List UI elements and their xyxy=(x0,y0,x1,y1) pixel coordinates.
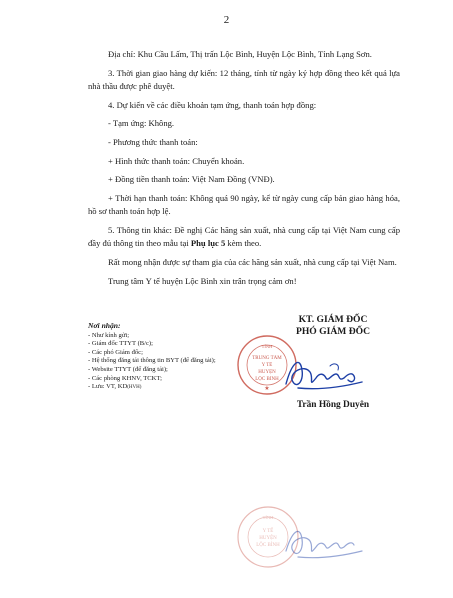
recipient-item: - Giám đốc TTYT (B/c); xyxy=(88,340,153,348)
delivery-paragraph: 3. Thời gian giao hàng dự kiến: 12 tháng, tính từ ngày ký hợp đồng theo kết quả lựa nhà thầu được phê duyệt. xyxy=(88,67,400,91)
svg-text:LỘC BÌNH: LỘC BÌNH xyxy=(255,377,279,382)
recipients-header: Nơi nhận: xyxy=(88,321,121,330)
page-number: 2 xyxy=(223,14,230,26)
svg-text:Y TẾ: Y TẾ xyxy=(261,363,273,368)
form-paragraph: + Hình thức thanh toán: Chuyển khoản. xyxy=(108,155,245,166)
svg-text:★: ★ xyxy=(264,386,270,392)
currency-paragraph: + Đồng tiền thanh toán: Việt Nam Đồng (VNĐ). xyxy=(108,174,275,185)
thanks-paragraph: Trung tâm Y tế huyện Lộc Bình xin trân trọng cảm ơn! xyxy=(108,275,297,286)
deadline-paragraph: + Thời hạn thanh toán: Không quá 90 ngày, kể từ ngày cung cấp bản giao hàng hóa, hồ sơ thanh toán hợp lệ. xyxy=(88,193,400,217)
handwritten-signature xyxy=(278,344,378,404)
svg-text:HUYỆN: HUYỆN xyxy=(258,370,276,375)
other-info-paragraph xyxy=(88,224,400,250)
signer-name: Trần Hồng Duyên xyxy=(296,400,370,410)
invitation-paragraph: Rất mong nhận được sự tham gia của các hãng sản xuất, nhà cung cấp tại Việt Nam. xyxy=(108,256,397,267)
recipient-item: - Hệ thống đăng tải thông tin BYT (để đăng tải); xyxy=(88,357,216,365)
signature-bleed-through xyxy=(278,515,378,575)
recipient-item: - Các phó Giám đốc; xyxy=(88,348,143,356)
signature-title-line2: PHÓ GIÁM ĐỐC xyxy=(295,326,371,337)
document-body xyxy=(88,48,400,293)
other-info-suffix: kèm theo. xyxy=(225,238,262,249)
svg-text:LỘC BÌNH: LỘC BÌNH xyxy=(256,543,280,548)
appendix-reference: Phụ lục 5 xyxy=(190,238,226,249)
svg-text:TỈNH: TỈNH xyxy=(262,515,274,520)
recipient-item: - Các phòng KHNV, TCKT; xyxy=(88,374,162,382)
recipient-item: - Website TTYT (để đăng tải); xyxy=(88,365,168,373)
svg-text:HUYỆN: HUYỆN xyxy=(259,536,277,541)
advance-paragraph: - Tạm ứng: Không. xyxy=(108,118,175,129)
svg-text:TRUNG TÂM: TRUNG TÂM xyxy=(252,356,282,361)
other-info-text: 5. Thông tin khác: Đề nghị Các hãng sản xuất, nhà cung cấp tại Việt Nam cung cấp đầy đủ thông tin theo mẫu tại xyxy=(88,225,400,249)
method-paragraph: - Phương thức thanh toán: xyxy=(108,137,198,148)
recipient-item: - Như kính gửi; xyxy=(88,331,130,339)
address-paragraph: Địa chỉ: Khu Cầu Lấm, Thị trấn Lộc Bình, Huyện Lộc Bình, Tỉnh Lạng Sơn. xyxy=(108,49,372,59)
signature-title-line1: KT. GIÁM ĐỐC xyxy=(298,314,368,325)
svg-text:TỈNH: TỈNH xyxy=(261,344,273,349)
svg-text:Y TẾ: Y TẾ xyxy=(262,529,274,534)
terms-paragraph: 4. Dự kiến về các điều khoản tạm ứng, thanh toán hợp đồng: xyxy=(108,99,317,110)
recipient-item-archive: - Lưu: VT, KD(HVH) xyxy=(88,383,142,391)
archive-initials: (HVH) xyxy=(127,385,142,391)
